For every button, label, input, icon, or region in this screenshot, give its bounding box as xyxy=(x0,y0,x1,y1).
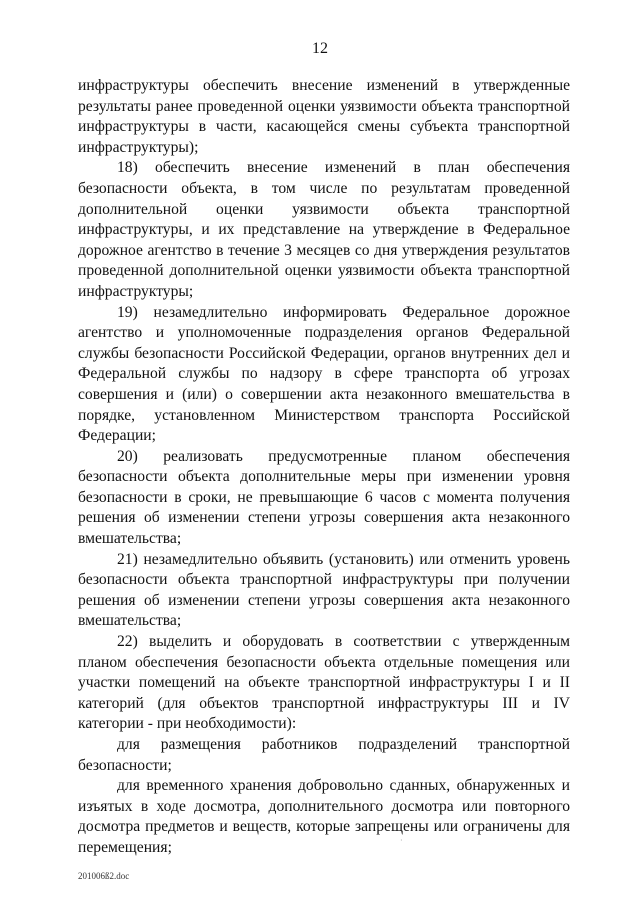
footer-file-code: 201006ß2.doc xyxy=(78,871,130,881)
paragraph-item-20: 20) реализовать предусмотренные планом обеспечения безопасности объекта дополнительные меры при изменении уровня безопасности в сроки, не превышающие 6 часов с момента получения решения об изменении степени угрозы совершения акта незаконного вмешательства; xyxy=(78,447,570,548)
paragraph-item-22: 22) выделить и оборудовать в соответствии с утвержденным планом обеспечения безопасности объекта отдельные помещения или участки помещений на объекте транспортной инфраструктуры I и II категорий (для объектов транспортной инфраструктуры III и IV категории - при необходимости): xyxy=(78,633,570,733)
paragraph-item-19: 19) незамедлительно информировать Федеральное дорожное агентство и уполномоченные подразделения органов Федеральной службы безопасности Российской Федерации, органов внутренних дел и Федеральной службы по надзору в сфере транспорта об угрозах совершения и (или) о совершении акта незаконного вмешательства в порядке, установленном Министерством транспорта Российской Федерации; xyxy=(78,303,570,445)
paragraph-item-18: 18) обеспечить внесение изменений в план обеспечения безопасности объекта, в том числе по результатам проведенной дополнительной оценки уязвимости объекта транспортной инфраструктуры, и их представление на утверждение в Федеральное дорожное агентство в течение 3 месяцев со дня утверждения результатов проведенной дополнительной оценки уязвимости объекта транспортной инфраструктуры; xyxy=(78,159,570,300)
paragraph-item-21: 21) незамедлительно объявить (установить) или отменить уровень безопасности объекта транспортной инфраструктуры при получении решения об изменении степени угрозы совершения акта незаконного вмешательства; xyxy=(78,550,570,630)
paragraph-subitem-staff-premises: для размещения работников подразделений транспортной безопасности; xyxy=(78,736,570,774)
paragraph-continuation: инфраструктуры обеспечить внесение изменений в утвержденные результаты ранее проведенной оценки уязвимости объекта транспортной инфраструктуры в части, касающейся смены субъекта транспортной инфраструктуры); xyxy=(78,77,570,156)
page-number: 12 xyxy=(312,40,328,57)
paragraph-subitem-storage-premises: для временного хранения добровольно сданных, обнаруженных и изъятых в ходе досмотра, дополнительного досмотра или повторного досмотра предметов и веществ, которые запрещены или ограничены для перемещения; xyxy=(78,777,570,856)
scan-mark: · xyxy=(400,836,403,845)
document-body xyxy=(78,76,570,859)
